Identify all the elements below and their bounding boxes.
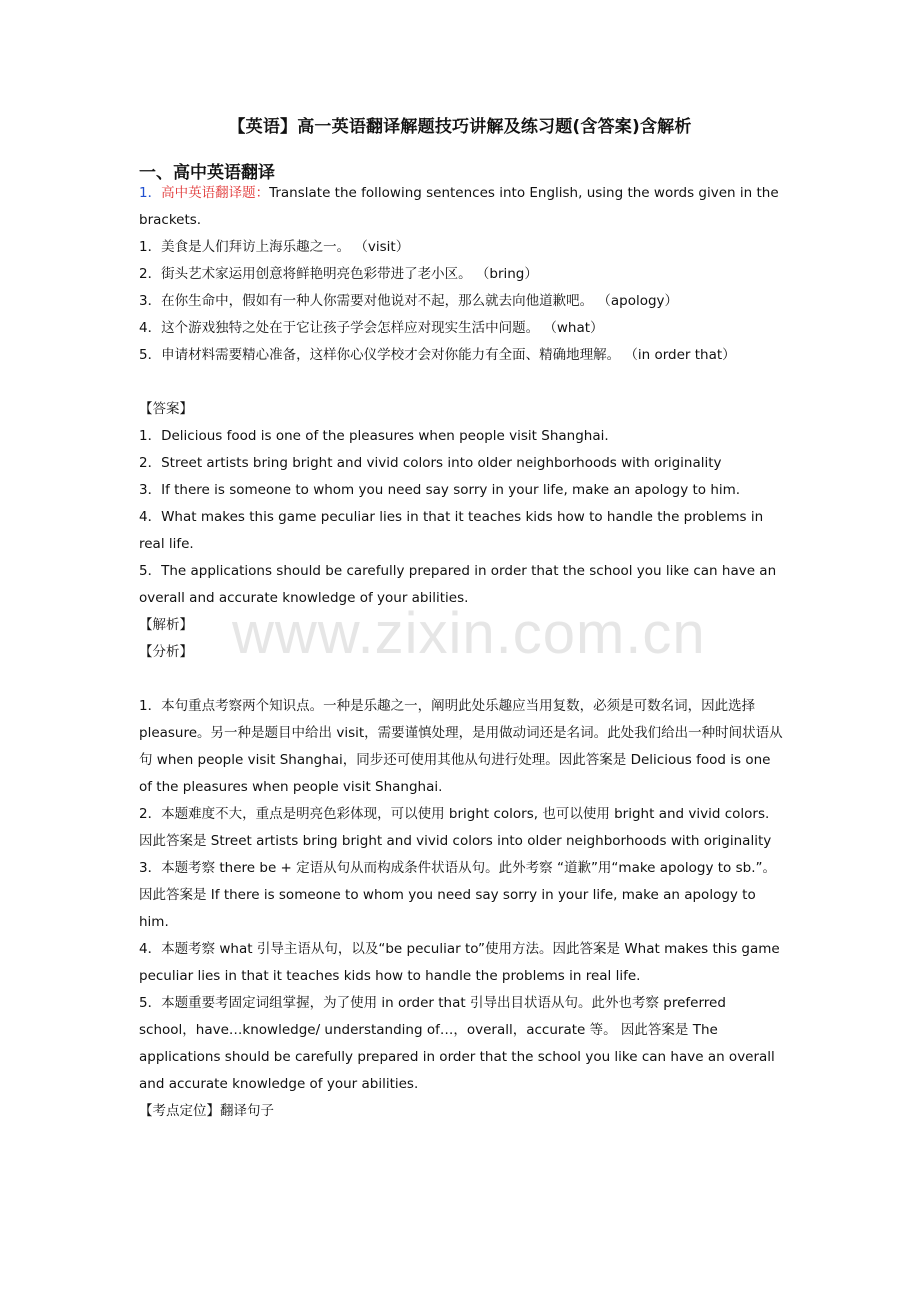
- breakdown-heading: 【分析】: [139, 644, 193, 660]
- answer-item: 2．Street artists bring bright and vivid colors into older neighborhoods with originality: [139, 455, 722, 471]
- answer-item: 3．If there is someone to whom you need say sorry in your life, make an apology to him.: [139, 482, 741, 498]
- question-item: 4．这个游戏独特之处在于它让孩子学会怎样应对现实生活中问题。 （what）: [139, 320, 604, 336]
- page-title: 【英语】高一英语翻译解题技巧讲解及练习题(含答案)含解析: [228, 117, 692, 137]
- question-item: 2．街头艺术家运用创意将鲜艳明亮色彩带进了老小区。 （bring）: [139, 266, 538, 282]
- question-label: 高中英语翻译题：: [161, 185, 270, 201]
- question-item: 3．在你生命中，假如有一种人你需要对他说对不起，那么就去向他道歉吧。 （apology）: [139, 293, 679, 309]
- answer-item: 4．What makes this game peculiar lies in that it teaches kids how to handle the problems in real life.: [139, 509, 764, 552]
- explanation-item: 3．本题考察 there be + 定语从句从而构成条件状语从句。此外考察 “道歉”用“make apology to sb.”。 因此答案是 If there is someone to whom you need say sorry in your life, make an apology to him.: [139, 860, 776, 930]
- watermark: www.zixin.com.cn: [232, 601, 706, 666]
- answer-item: 1．Delicious food is one of the pleasures when people visit Shanghai.: [139, 428, 609, 444]
- question-item: 1．美食是人们拜访上海乐趣之一。 （visit）: [139, 239, 410, 255]
- question-number: 1．: [139, 185, 162, 201]
- section-heading: 一、高中英语翻译: [139, 163, 275, 183]
- spacer: [139, 369, 784, 396]
- explanation-item: 1．本句重点考察两个知识点。一种是乐趣之一，阐明此处乐趣应当用复数，必须是可数名词，因此选择 pleasure。另一种是题目中给出 visit，需要谨慎处理，是用做动词还是名词。此处我们给出一种时间状语从句 when people visit Shanghai，同步还可使用其他从句进行处理。因此答案是 Delicious food is one of the pleasures when people visit Shanghai.: [139, 698, 783, 795]
- explanation-item: 5．本题重要考固定词组掌握，为了使用 in order that 引导出目状语从句。此外也考察 preferred school，have…knowledge/ understanding of…，overall，accurate 等。 因此答案是 The applications should be carefully prepared in order that the school you like can have an overall and accurate knowledge of your abilities.: [139, 995, 775, 1092]
- answer-item: 5．The applications should be carefully prepared in order that the school you like can have an overall and accurate knowledge of your abilities.: [139, 563, 777, 606]
- spacer: [139, 666, 784, 693]
- question-intro: [139, 180, 784, 234]
- question-instruction: Translate the following sentences into English, using the words given in the brackets.: [139, 185, 779, 228]
- explanation-item: 2．本题难度不大，重点是明亮色彩体现，可以使用 bright colors, 也可以使用 bright and vivid colors. 因此答案是 Street artists bring bright and vivid colors into older neighborhoods with originality: [139, 806, 772, 849]
- answer-heading: 【答案】: [139, 401, 193, 417]
- document-body: [139, 180, 784, 1125]
- analysis-heading: 【解析】: [139, 617, 193, 633]
- footer-tag: 【考点定位】翻译句子: [139, 1103, 274, 1119]
- explanation-item: 4．本题考察 what 引导主语从句，以及“be peculiar to”使用方法。因此答案是 What makes this game peculiar lies in that it teaches kids how to handle the problems in real life.: [139, 941, 780, 984]
- question-item: 5．申请材料需要精心准备，这样你心仪学校才会对你能力有全面、精确地理解。 （in order that）: [139, 347, 736, 363]
